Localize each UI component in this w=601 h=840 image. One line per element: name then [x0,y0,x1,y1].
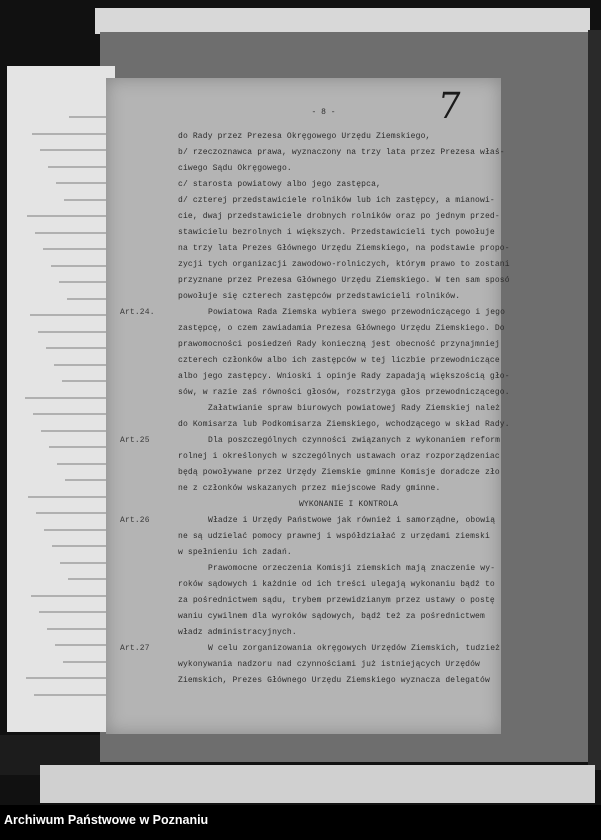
mirrored-text-line [62,380,109,382]
line-text: roków sądowych i każdnie od ich treści ulegają wykonaniu bądź to [178,580,495,589]
mirrored-text-line [60,562,109,564]
text-line [106,625,501,641]
line-text: c/ starosta powiatowy albo jego zastępca, [178,180,381,189]
mirrored-text-line [38,331,109,333]
text-line [106,369,510,385]
text-line [106,161,501,177]
line-text: albo jego zastępcy. Wnioski i opinje Rady zapadają większością gło- [178,372,510,381]
article-label: Art.26 [120,516,150,525]
text-line [106,273,510,289]
text-line [106,225,501,241]
text-line [106,561,501,577]
article-label: Art.25 [120,436,150,445]
mirrored-text-line [44,529,109,531]
right-edge-shadow [588,30,601,770]
line-text: b/ rzeczoznawca prawa, wyznaczony na trzy lata przez Prezesa właś- [178,148,505,157]
line-text: będą powoływane przez Urzędy Ziemskie gminne Komisje doradcze zło [178,468,500,477]
page-number: - 8 - [311,108,336,117]
mirrored-text-line [65,479,109,481]
mirrored-text-line [46,347,109,349]
text-line [106,673,501,689]
line-text: przyznane przez Prezesa Głównego Urzędu Ziemskiego. W ten sam sposó [178,276,510,285]
mirrored-text-line [68,578,109,580]
text-line [106,257,510,273]
line-text: W celu zorganizowania okręgowych Urzędów Ziemskich, tudzież [208,644,501,653]
text-line [106,577,501,593]
mirrored-text-line [55,644,109,646]
bottom-paper-strip [40,765,595,803]
mirrored-text-line [36,512,109,514]
text-line [106,193,501,209]
line-text: wykonywania nadzoru nad czynnościami już istniejących Urzędów [178,660,480,669]
mirrored-text-line [64,199,109,201]
text-line [106,353,501,369]
text-line [106,401,501,417]
mirrored-text-line [33,413,109,415]
mirrored-text-line [39,611,109,613]
mirrored-text-line [56,182,109,184]
line-text: zycji tych organizacji zawodowo-rolniczych, którym prawo to zostani [178,260,510,269]
line-text: WYKONANIE I KONTROLA [298,500,398,509]
line-text: ciwego Sądu Okręgowego. [178,164,292,173]
line-text: zastępcę, o czem zawiadamia Prezesa Głównego Urzędu Ziemskiego. Do [178,324,505,333]
mirrored-text-line [57,463,109,465]
text-line [106,417,510,433]
mirrored-text-line [51,265,109,267]
text-line [106,449,501,465]
mirrored-text-line [52,545,109,547]
article-label: Art.27 [120,644,150,653]
text-line [106,481,501,497]
line-text: za pośrednictwem sądu, trybem przewidzianym przez ustawy o postę [178,596,495,605]
section-heading [106,497,501,513]
mirrored-text-line [30,314,109,316]
text-line [106,609,501,625]
mirrored-text-line [40,149,109,151]
line-text: waniu cywilnem dla wyroków sądowych, bądź też za pośrednictwem [178,612,485,621]
text-line [106,385,510,401]
line-text: Załatwianie spraw biurowych powiatowej Rady Ziemskiej należ [208,404,501,413]
line-text: Powiatowa Rada Ziemska wybiera swego przewodniczącego i jego [208,308,506,317]
mirrored-text-line [26,677,109,679]
mirrored-text-line [34,694,109,696]
handwritten-folio-number: 7 [435,86,464,127]
mirrored-text-line [69,116,109,118]
line-text: władz administracyjnych. [178,628,297,637]
line-text: do Komisarza lub Podkomisarza Ziemskiego, wchodzącego w skład Rady. [178,420,510,429]
top-paper-strip [95,8,590,34]
document-text [106,129,510,689]
text-line [106,177,501,193]
article-label: Art.24. [120,308,155,317]
text-line [106,289,501,305]
facing-page-mirrored [7,66,115,732]
mirrored-text-line [43,248,109,250]
mirrored-text-line [41,430,109,432]
text-line [106,593,501,609]
text-line [106,433,501,449]
line-text: do Rady przez Prezesa Okręgowego Urzędu Ziemskiego, [178,132,431,141]
line-text: Ziemskich, Prezes Głównego Urzędu Ziemskiego wyznacza delegatów [178,676,490,685]
mirrored-text-line [28,496,109,498]
mirrored-text-line [49,446,109,448]
mirrored-text-line [67,298,109,300]
line-text: powołuje się czterech zastępców przedstawicieli rolników. [178,292,461,301]
mirrored-text-line [63,661,109,663]
line-text: na trzy lata Prezes Głównego Urzędu Ziemskiego, na podstawie propo- [178,244,510,253]
text-line [106,305,506,321]
text-line [106,545,501,561]
mirrored-text-line [48,166,109,168]
line-text: Władze i Urzędy Państwowe jak również i samorządne, obowią [208,516,496,525]
text-line [106,465,501,481]
line-text: d/ czterej przedstawiciele rolników lub ich zastępcy, a mianowi- [178,196,495,205]
archive-watermark: Archiwum Państwowe w Poznaniu [4,813,209,827]
text-line [106,145,505,161]
line-text: sów, w razie zaś równości głosów, rozstrzyga głos przewodniczącego. [178,388,510,397]
mirrored-text-line [31,595,109,597]
text-line [106,657,501,673]
line-text: cie, dwaj przedstawiciele drobnych rolników oraz po jednym przed- [178,212,500,221]
mirrored-text-line [35,232,109,234]
line-text: w spełnieniu ich zadań. [178,548,292,557]
document-sheet [106,78,510,734]
text-line [106,321,505,337]
line-text: ne z członków wskazanych przez miejscowe Rady gminne. [178,484,441,493]
text-line [106,129,501,145]
line-text: rolnej i określonych w szczególnych ustawach oraz rozporządzeniac [178,452,500,461]
line-text: stawicielu bezrolnych i większych. Przedstawicieli tych powołuje [178,228,495,237]
text-line [106,513,501,529]
mirrored-text-line [25,397,109,399]
line-text: czterech członków albo ich zastępców w tej liczbie przewodniczące [178,356,500,365]
mirrored-text-line [32,133,109,135]
text-line [106,529,501,545]
mirrored-text-line [59,281,109,283]
line-text: prawomocności posiedzeń Rady konieczną jest obecność przynajmniej [178,340,500,349]
line-text: Prawomocne orzeczenia Komisji ziemskich mają znaczenie wy- [208,564,496,573]
text-line [106,641,501,657]
mirrored-text-line [54,364,109,366]
text-line [106,337,501,353]
text-line [106,241,510,257]
line-text: ne są udzielać pomocy prawnej i współdziałać z urzędami ziemski [178,532,490,541]
mirrored-text-line [47,628,109,630]
mirrored-text-line [27,215,109,217]
text-line [106,209,501,225]
line-text: Dla poszczególnych czynności związanych z wykonaniem reform [208,436,501,445]
